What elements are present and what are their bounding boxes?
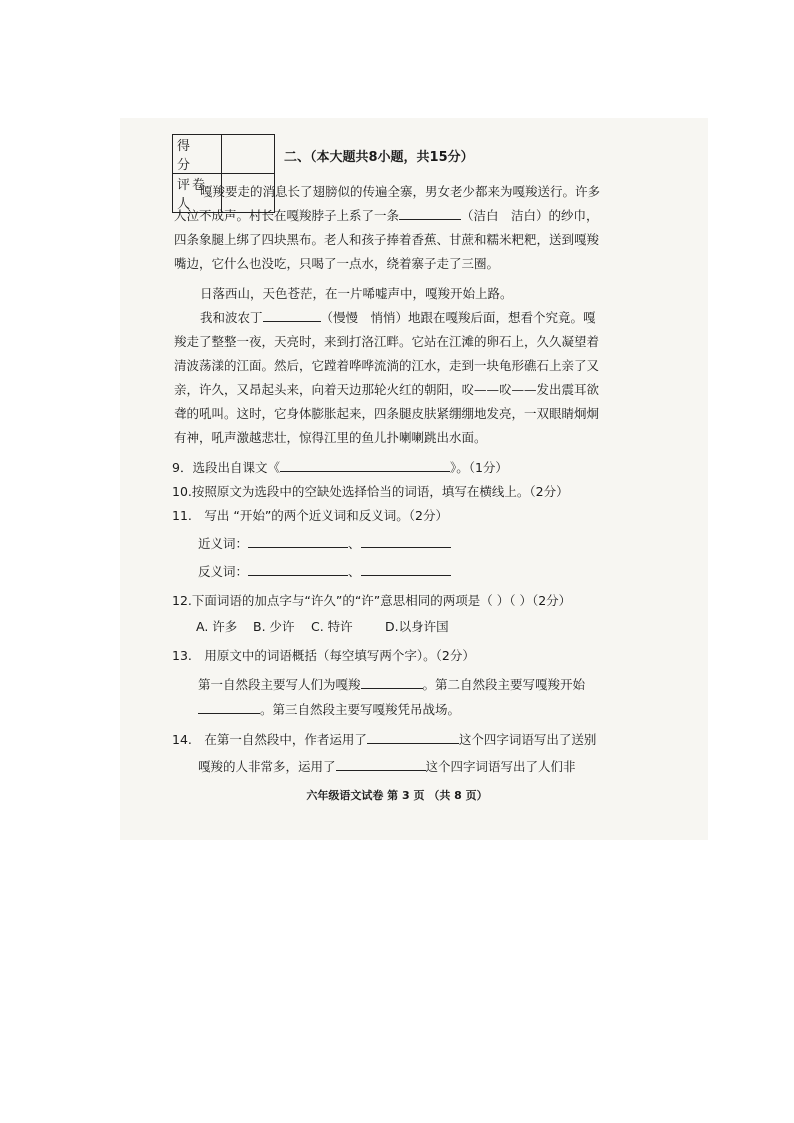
- question-10: 10.按照原文为选段中的空缺处选择恰当的词语，填写在横线上。（2分）: [172, 484, 569, 499]
- q11-synonyms: 近义词： 、: [198, 534, 451, 552]
- section-title: 二、（本大题共8小题，共15分）: [284, 150, 474, 165]
- q13-blank-2[interactable]: [198, 700, 260, 714]
- q9-blank[interactable]: [280, 458, 450, 472]
- q11-ant-blank-2[interactable]: [361, 562, 451, 576]
- q12-option-a[interactable]: A. 许多: [196, 619, 238, 634]
- passage-paragraph-2: 日落西山，天色苍茫，在一片唏嘘声中，嘎羧开始上路。: [200, 286, 513, 301]
- q13-blank-1[interactable]: [361, 675, 423, 689]
- q11-syn-blank-2[interactable]: [361, 534, 451, 548]
- q12-option-c[interactable]: C. 特许: [311, 619, 353, 634]
- q12-option-b[interactable]: B. 少许: [253, 619, 295, 634]
- q14-line-2: 嘎羧的人非常多，运用了 这个四字词语写出了人们非: [198, 759, 576, 774]
- question-9: 9．选段出自课文《 》。（1分）: [172, 460, 508, 475]
- q12-options: [196, 617, 449, 635]
- question-12: 12.下面词语的加点字与“许久”的“许”意思相同的两项是（ ）（ ）（2分）: [172, 593, 572, 608]
- q13-line-2: 。第三自然段主要写嘎羧凭吊战场。: [198, 700, 460, 718]
- score-label: 得 分: [173, 135, 222, 174]
- blank-p3[interactable]: [263, 308, 321, 322]
- passage-paragraph-1: 嘎羧要走的消息长了翅膀似的传遍全寨，男女老少都来为嘎羧送行。许多人泣不成声。村长在嘎羧脖子上系了一条 （洁白 洁白）的纱巾，四条象腿上绑了四块黑布。老人和孩子捧着香蕉、甘蔗和糯米粑粑，送到嘎羧嘴边，它什么也没吃，只喝了一点水，绕着寨子走了三圈。: [174, 184, 601, 271]
- q11-syn-blank-1[interactable]: [248, 534, 348, 548]
- question-11: 11. 写出 “开始”的两个近义词和反义词。（2分）: [172, 508, 449, 523]
- q13-line-1: 第一自然段主要写人们为嘎羧 。第二自然段主要写嘎羧开始: [198, 677, 586, 692]
- question-14: 14. 在第一自然段中，作者运用了 这个四字词语写出了送别: [172, 732, 597, 747]
- passage-paragraph-3: 我和波农丁 （慢慢 悄悄）地跟在嘎羧后面，想看个究竟。嘎羧走了整整一夜，天亮时，来到打洛江畔。它站在江滩的卵石上，久久凝望着清波荡漾的江面。然后，它蹚着哗哗流淌的江水，走到一块龟形礁石上亲了又亲，许久，又昂起头来，向着天边那轮火红的朝阳，㕮——㕮——发出震耳欲聋的吼叫。这时，它身体膨胀起来，四条腿皮肤紧绷绷地发亮，一双眼睛炯炯有神，吼声激越悲壮，惊得江里的鱼儿扑喇喇跳出水面。: [174, 310, 600, 445]
- score-cell: [222, 135, 275, 174]
- blank-p1[interactable]: [399, 206, 461, 220]
- q11-antonyms: 反义词： 、: [198, 562, 451, 580]
- question-13: 13. 用原文中的词语概括（每空填写两个字）。（2分）: [172, 648, 475, 663]
- page-footer: 六年级语文试卷 第 3 页 （共 8 页）: [306, 789, 488, 802]
- q14-blank-1[interactable]: [367, 730, 459, 744]
- q11-ant-blank-1[interactable]: [248, 562, 348, 576]
- grader-label: 评卷人: [173, 174, 222, 213]
- q12-option-d[interactable]: D.以身许国: [385, 619, 449, 634]
- q14-blank-2[interactable]: [336, 757, 426, 771]
